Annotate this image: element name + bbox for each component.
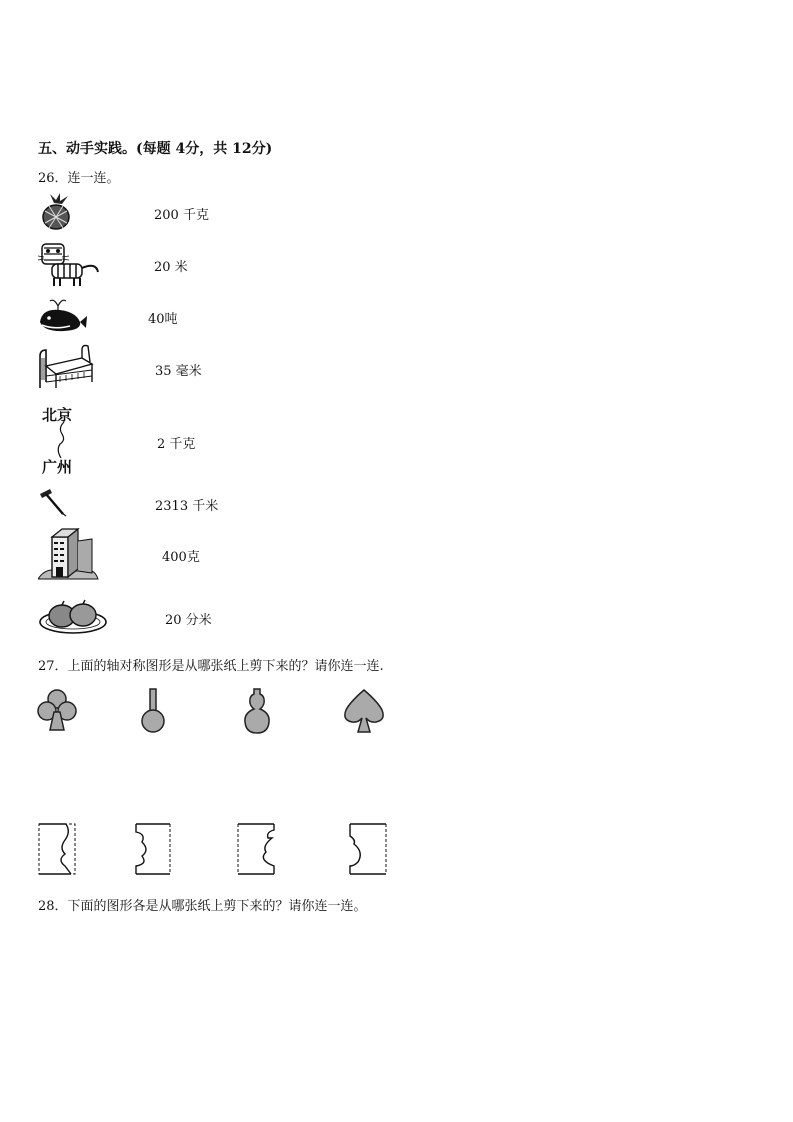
map-label-beijing: 北京 bbox=[42, 406, 73, 424]
gourd-icon bbox=[243, 688, 271, 734]
half-paper-d[interactable] bbox=[346, 822, 388, 876]
option-label-7: 400克 bbox=[162, 550, 200, 565]
option-label-5: 2 千克 bbox=[157, 437, 196, 452]
half-paper-b[interactable] bbox=[132, 822, 174, 876]
option-label-4: 35 毫米 bbox=[155, 364, 202, 379]
section-title: 五、动手实践。(每题 4分，共 12分) bbox=[38, 141, 273, 157]
half-paper-c[interactable] bbox=[236, 822, 278, 876]
lollipop-icon bbox=[140, 688, 166, 734]
option-label-6: 2313 千米 bbox=[155, 499, 219, 514]
option-label-2: 20 米 bbox=[154, 260, 188, 275]
map-label-guangzhou: 广州 bbox=[42, 458, 73, 476]
pineapple-icon bbox=[36, 193, 76, 231]
half-paper-a[interactable] bbox=[37, 822, 77, 876]
question-28-title: 28．下面的图形各是从哪张纸上剪下来的？请你连一连。 bbox=[38, 899, 367, 914]
plate-of-apples-icon bbox=[38, 596, 108, 636]
building-icon bbox=[38, 525, 100, 581]
option-label-1: 200 千克 bbox=[154, 208, 209, 223]
nail-icon bbox=[38, 487, 68, 517]
option-label-3: 40吨 bbox=[148, 312, 178, 327]
whale-icon bbox=[36, 296, 88, 334]
spade-icon bbox=[342, 688, 386, 734]
club-icon bbox=[36, 688, 78, 732]
option-label-8: 20 分米 bbox=[165, 613, 212, 628]
question-27-title: 27．上面的轴对称图形是从哪张纸上剪下来的？请你连一连. bbox=[38, 659, 384, 674]
question-26-title: 26．连一连。 bbox=[38, 171, 120, 186]
route-map-icon bbox=[42, 404, 88, 476]
bed-icon bbox=[36, 342, 94, 390]
tiger-icon bbox=[36, 240, 102, 288]
